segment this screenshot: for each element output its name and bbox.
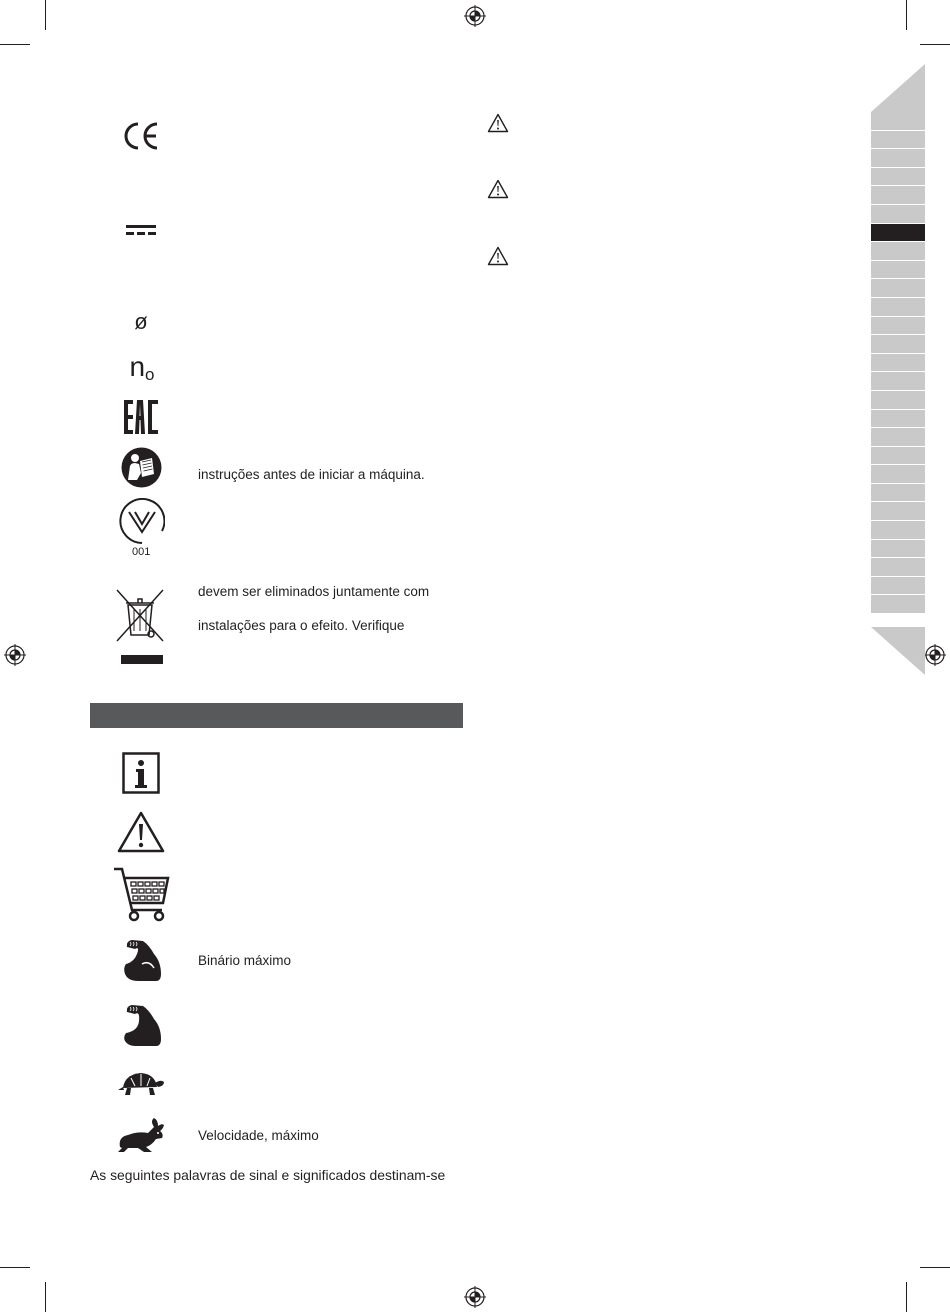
crop-mark-top-left-h xyxy=(0,44,30,45)
no-load-speed-letter: n xyxy=(129,351,146,382)
info-icon xyxy=(122,752,160,794)
side-tab xyxy=(871,540,925,559)
side-tab xyxy=(871,577,925,596)
side-tab xyxy=(871,354,925,373)
side-tab xyxy=(871,465,925,484)
no-load-speed-icon xyxy=(124,350,160,384)
side-tab-bottom-triangle xyxy=(871,627,925,675)
signal-words-intro-text: As seguintes palavras de sinal e significados destinam-se xyxy=(90,1167,446,1183)
side-tab xyxy=(871,168,925,187)
side-tab xyxy=(871,335,925,354)
ukraine-conformity-mark-icon xyxy=(119,498,165,546)
section-heading-bar xyxy=(90,703,463,728)
eac-mark-icon xyxy=(123,399,159,435)
warning-icon xyxy=(487,246,509,266)
registration-mark-icon xyxy=(924,644,946,666)
manual-text: instruções antes de iniciar a máquina. xyxy=(198,467,425,482)
weee-crossed-bin-icon xyxy=(114,587,166,665)
warning-icon xyxy=(487,179,509,199)
side-tab xyxy=(871,298,925,317)
side-tab xyxy=(871,186,925,205)
side-tab xyxy=(871,149,925,168)
side-tab xyxy=(871,410,925,429)
slow-speed-tortoise-icon xyxy=(117,1070,165,1098)
torque-muscle-icon xyxy=(122,1003,162,1047)
weee-text-line-1: devem ser eliminados juntamente com xyxy=(198,584,430,599)
weee-text-line-2: instalações para o efeito. Verifique xyxy=(198,618,405,633)
crop-mark-bottom-right-v xyxy=(906,1282,907,1312)
no-load-speed-subscript: o xyxy=(145,365,155,384)
side-tab xyxy=(871,317,925,336)
side-tab xyxy=(871,558,925,577)
side-tab xyxy=(871,447,925,466)
warning-icon xyxy=(117,811,165,853)
crop-mark-top-left-v xyxy=(45,0,46,30)
side-tab xyxy=(871,595,925,614)
direct-current-icon xyxy=(126,224,156,236)
side-tab xyxy=(871,112,925,131)
max-torque-muscle-icon xyxy=(122,938,162,983)
side-tab xyxy=(871,372,925,391)
registration-mark-icon xyxy=(464,5,486,27)
side-tab xyxy=(871,391,925,410)
crop-mark-top-right-h xyxy=(920,44,950,45)
side-tab xyxy=(871,205,925,224)
speed-max-label: Velocidade, máximo xyxy=(198,1128,319,1143)
side-tab xyxy=(871,242,925,261)
warning-icon xyxy=(487,113,509,133)
read-manual-icon xyxy=(121,447,162,488)
side-tab xyxy=(871,261,925,280)
crop-mark-bottom-left-h xyxy=(0,1267,30,1268)
side-tab xyxy=(871,521,925,540)
fast-speed-rabbit-icon xyxy=(116,1117,166,1155)
side-tab xyxy=(871,131,925,150)
crop-mark-bottom-left-v xyxy=(45,1282,46,1312)
ce-mark-icon xyxy=(122,121,160,151)
side-tab xyxy=(871,279,925,298)
torque-max-label: Binário máximo xyxy=(198,953,292,968)
side-tab-strip xyxy=(871,112,925,614)
side-tab-active xyxy=(871,224,925,243)
diameter-icon: ø xyxy=(134,309,148,334)
registration-mark-icon xyxy=(4,644,26,666)
crop-mark-bottom-right-h xyxy=(920,1267,950,1268)
side-tab xyxy=(871,428,925,447)
side-tab xyxy=(871,484,925,503)
side-tab-top-triangle xyxy=(871,64,925,112)
registration-mark-icon xyxy=(464,1286,486,1308)
ukraine-mark-number: 001 xyxy=(132,546,151,558)
side-tab xyxy=(871,502,925,521)
shopping-cart-icon xyxy=(112,866,170,922)
crop-mark-top-right-v xyxy=(906,0,907,30)
